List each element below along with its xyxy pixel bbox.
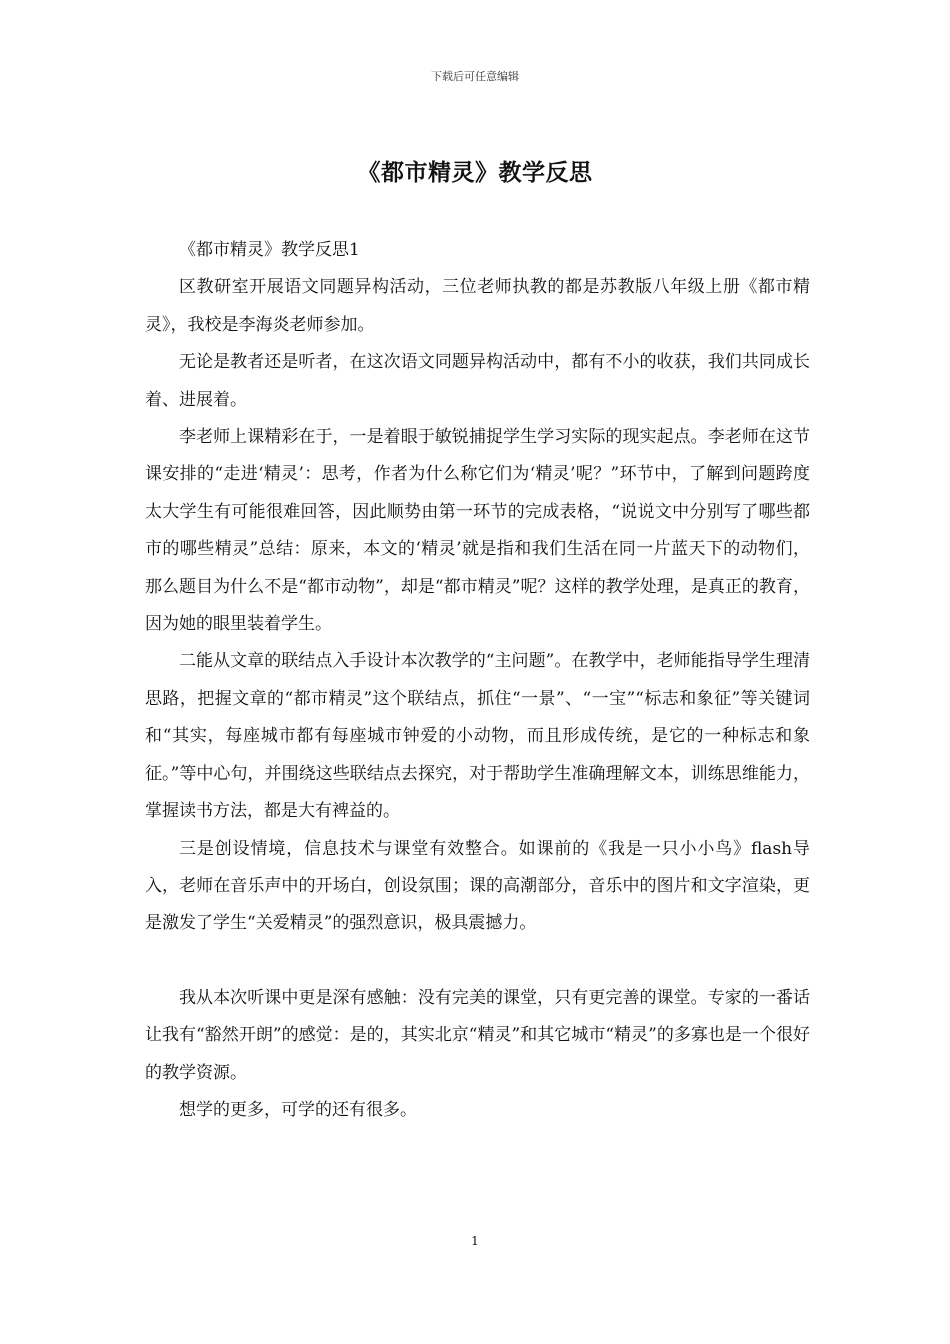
document-title: 《都市精灵》教学反思 [357,159,593,186]
body-paragraph: 二能从文章的联结点入手设计本次教学的“主问题”。在教学中，老师能指导学生理清思路，把握文章的“都市精灵”这个联结点，抓住“一景”、“一宝”“标志和象征”等关键词和“其实，每座城市都有每座城市钟爱的小动物，而且形成传统，是它的一种标志和象征。”等中心句，并围绕这些联结点去探究，对于帮助学生准确理解文本，训练思维能力，掌握读书方法，都是大有裨益的。 [145,651,810,822]
body-paragraph: 我从本次听课中更是深有感触：没有完美的课堂，只有更完善的课堂。专家的一番话让我有“豁然开朗”的感觉：是的，其实北京“精灵”和其它城市“精灵”的多寡也是一个很好的教学资源。 [145,987,810,1083]
subtitle-paragraph: 《都市精灵》教学反思1 [179,240,360,260]
document-body [145,232,810,1129]
body-paragraph: 区教研室开展语文同题异构活动，三位老师执教的都是苏教版八年级上册《都市精灵》，我校是李海炎老师参加。 [145,277,810,335]
body-paragraph: 想学的更多，可学的还有很多。 [179,1099,417,1120]
body-paragraph: 三是创设情境，信息技术与课堂有效整合。如课前的《我是一只小小鸟》flash导入，老师在音乐声中的开场白，创设氛围；课的高潮部分，音乐中的图片和文字渲染，更是激发了学生“关爱精灵”的强烈意识，极具震撼力。 [145,838,810,934]
body-paragraph: 李老师上课精彩在于，一是着眼于敏锐捕捉学生学习实际的现实起点。李老师在这节课安排的“走进‘精灵’：思考，作者为什么称它们为‘精灵’呢？”环节中，了解到问题跨度太大学生有可能很难回答，因此顺势由第一环节的完成表格，“说说文中分别写了哪些都市的哪些精灵”总结：原来，本文的‘精灵’就是指和我们生活在同一片蓝天下的动物们，那么题目为什么不是“都市动物”，却是“都市精灵”呢？这样的教学处理，是真正的教育，因为她的眼里装着学生。 [145,427,810,635]
page-number: 1 [471,1234,479,1248]
page-header: 下载后可任意编辑 [431,70,519,83]
body-paragraph: 无论是教者还是听者，在这次语文同题异构活动中，都有不小的收获，我们共同成长着、进展着。 [145,352,810,410]
